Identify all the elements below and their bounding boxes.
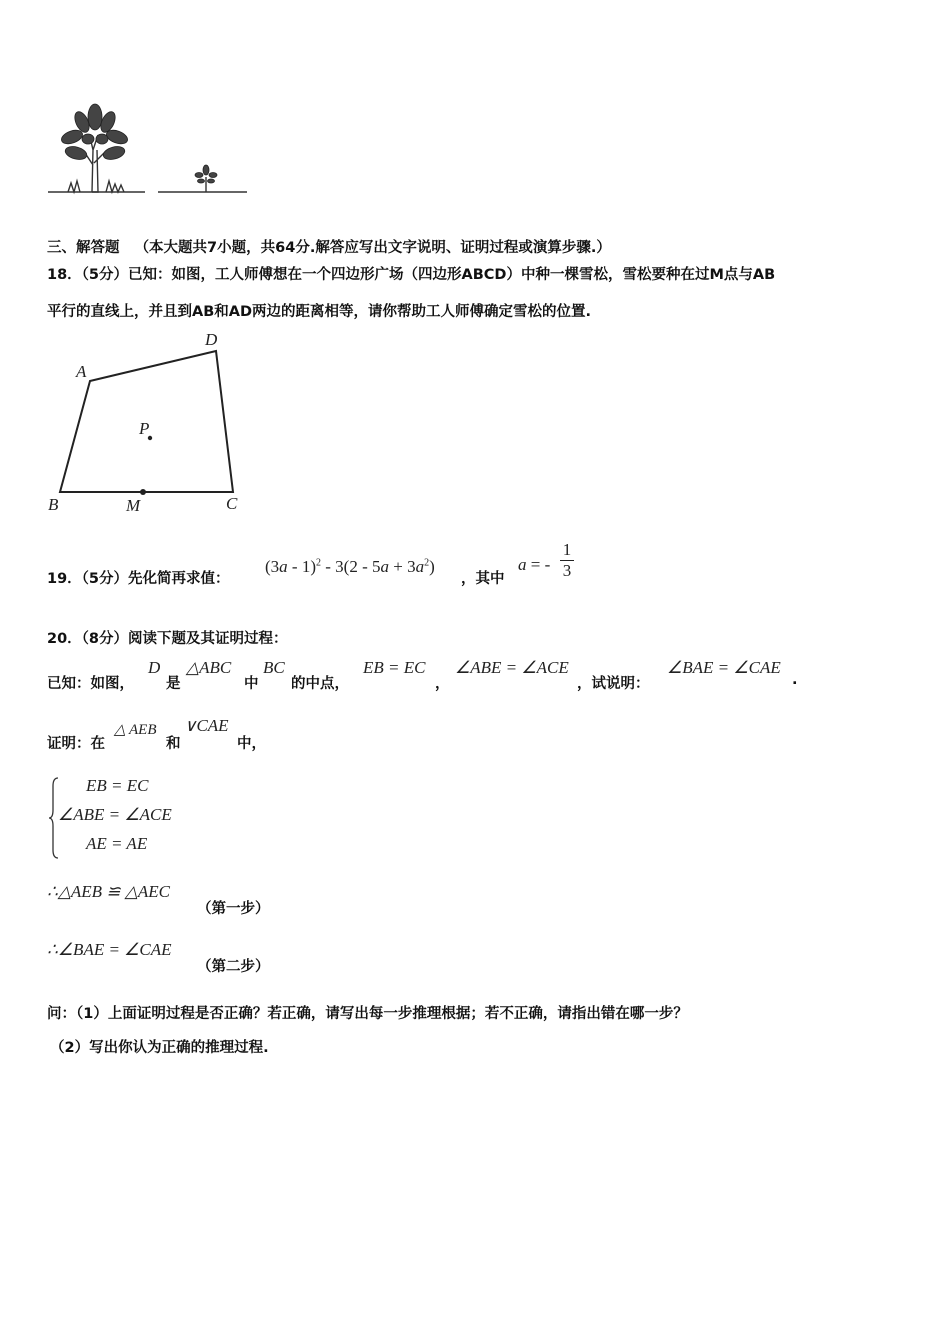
q18-line1: 18．（5分）已知：如图，工人师傅想在一个四边形广场（四边形ABCD）中种一棵雪松，雪松要种在过M点与AB <box>47 267 776 283</box>
proof-tri-aeb: △ AEB <box>114 722 157 738</box>
label-m: M <box>126 496 141 515</box>
q19-fraction <box>560 541 574 580</box>
q20-eb-ec: EB = EC <box>363 658 426 677</box>
q18-line2: 平行的直线上，并且到AB和AD两边的距离相等，请你帮助工人师傅确定雪松的位置. <box>47 304 592 320</box>
q20-bc: BC <box>263 658 285 677</box>
step1-label: （第一步） <box>197 901 270 917</box>
proof-he: 和 <box>166 736 181 752</box>
q19-condition: a = - <box>518 555 551 574</box>
label-b: B <box>48 495 59 514</box>
q20-zhong: 中 <box>244 676 259 692</box>
step2-label: （第二步） <box>197 959 270 975</box>
point-m-dot <box>140 489 146 495</box>
q20-bae-cae: ∠BAE = ∠CAE <box>667 658 781 677</box>
step1-expression: ∴△AEB ≌ △AEC <box>47 882 170 901</box>
system-eq1: EB = EC <box>86 776 149 795</box>
system-eq3: AE = AE <box>86 834 148 853</box>
section-note: （本大题共7小题，共64分.解答应写出文字说明、证明过程或演算步骤.） <box>134 240 611 256</box>
step2-expression: ∴∠BAE = ∠CAE <box>47 940 172 959</box>
trees-illustration <box>40 95 255 200</box>
label-a: A <box>76 362 87 381</box>
question-1: 问：（1）上面证明过程是否正确？若正确，请写出每一步推理根据；若不正确，请指出错在哪一步？ <box>47 1006 688 1022</box>
proof-tri-cae: ∨CAE <box>184 716 229 735</box>
q20-title: 20．（8分）阅读下题及其证明过程： <box>47 631 288 647</box>
q20-abe-ace: ∠ABE = ∠ACE <box>455 658 569 677</box>
quadrilateral-figure <box>40 325 260 520</box>
q20-tri-abc: △ABC <box>186 658 232 677</box>
question-2: （2）写出你认为正确的推理过程. <box>50 1040 269 1056</box>
label-c: C <box>226 494 238 513</box>
fraction-numerator: 1 <box>562 540 572 559</box>
q19-mid: ，其中 <box>461 571 505 587</box>
section-header <box>47 236 611 257</box>
label-p: P <box>139 419 150 438</box>
q20-shishuoming: ，试说明： <box>577 676 650 692</box>
q19-prefix: 19．（5分）先化简再求值： <box>47 571 230 587</box>
section-title: 三、解答题 <box>47 240 120 256</box>
q20-shi: 是 <box>166 676 181 692</box>
fraction-denominator: 3 <box>562 561 572 580</box>
q20-midpoint-text: 的中点， <box>291 676 349 692</box>
q20-period: . <box>792 672 798 688</box>
label-d: D <box>205 330 218 349</box>
q20-d: D <box>148 658 161 677</box>
system-eq2: ∠ABE = ∠ACE <box>58 805 172 824</box>
q19-expression: $(3a - 1)^2 - 3(2 - 5a + 3a^2)$ <box>265 557 435 576</box>
proof-zhong: 中， <box>237 736 266 752</box>
proof-prefix: 证明：在 <box>47 736 105 752</box>
q20-comma: ， <box>435 676 450 692</box>
q20-known-prefix: 已知：如图， <box>47 676 134 692</box>
